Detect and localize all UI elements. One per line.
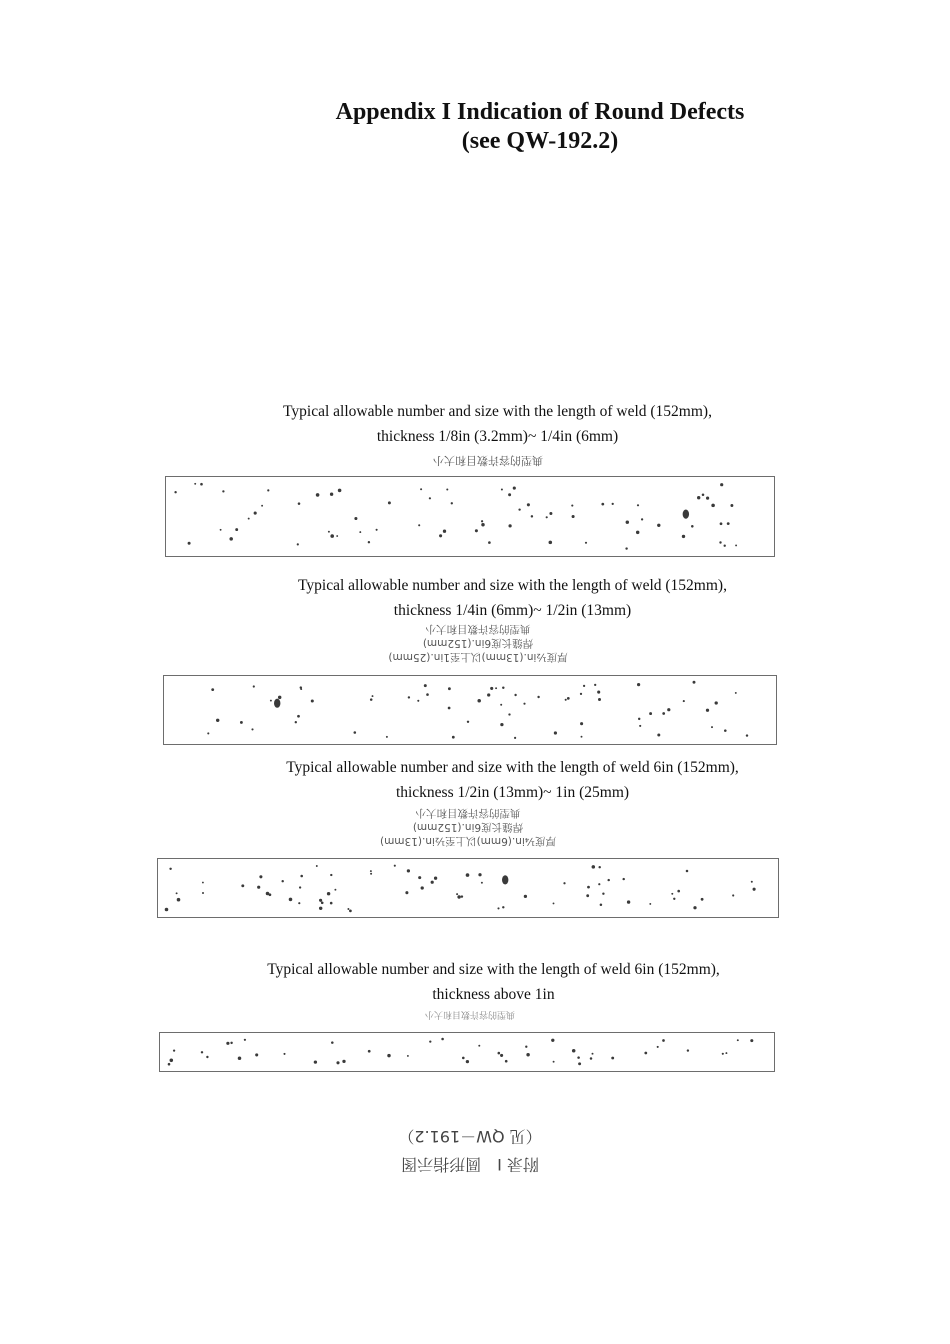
defect-dot [174, 491, 176, 493]
defect-dot [456, 893, 458, 895]
defect-dot [649, 712, 652, 715]
defect-dot [177, 898, 181, 902]
defect-dot [725, 1052, 727, 1054]
defect-dot [481, 520, 483, 522]
defect-dot [583, 685, 585, 687]
defect-dot [601, 503, 604, 506]
defect-dot [235, 528, 238, 531]
panel-1-caption [200, 399, 795, 449]
defect-dot [220, 529, 222, 531]
defect-dot [202, 882, 204, 884]
defect-dot [720, 483, 723, 486]
defect-dot [330, 874, 332, 876]
defect-dot [270, 700, 272, 702]
defect-dot [693, 681, 696, 684]
defect-dot [394, 865, 396, 867]
defect-dot [405, 891, 408, 894]
defect-dot [711, 504, 715, 508]
defect-dot [342, 1060, 345, 1063]
defect-dot [525, 1046, 527, 1048]
large-defect-dot [502, 875, 508, 884]
defect-dot [207, 732, 209, 734]
defect-dot [200, 483, 203, 486]
defect-dot [706, 497, 709, 500]
defect-dot [667, 708, 670, 711]
defect-dot [194, 483, 196, 485]
defect-dot [478, 873, 481, 876]
defect-dot [431, 881, 434, 884]
panel-3-caption-line-1: Typical allowable number and size with the length of weld 6in (152mm), [286, 759, 739, 776]
defect-dot [169, 868, 171, 870]
defect-dot [372, 695, 374, 697]
defect-dot [587, 886, 590, 889]
defect-dot [336, 535, 338, 537]
defect-dot [354, 731, 357, 734]
defect-dot [577, 1056, 580, 1059]
defect-dot [418, 524, 420, 526]
defect-dot [553, 902, 555, 904]
defect-dot [248, 518, 250, 520]
defect-dot [173, 1049, 175, 1051]
defect-dot [295, 721, 297, 723]
defect-dot [417, 700, 419, 702]
panel-4-caption-line-2: thickness above 1in [432, 986, 555, 1003]
defect-dot [592, 1053, 594, 1055]
defect-dot [202, 892, 204, 894]
defect-dot [578, 1062, 581, 1065]
defect-dot [487, 693, 490, 696]
defect-dot [254, 512, 257, 515]
defect-dot [637, 504, 639, 506]
defect-dot [581, 736, 583, 738]
page-title [290, 98, 790, 156]
defect-dots [158, 859, 778, 917]
defect-dot [737, 1039, 739, 1041]
defect-dot [497, 907, 499, 909]
defect-dot [388, 501, 391, 504]
defect-dot [508, 713, 510, 715]
defect-dot [683, 700, 685, 702]
defect-dot [490, 687, 493, 690]
defect-dot [594, 684, 596, 686]
panel-2-mirrored-chinese: 厚度½in.(13mm)以上至1in.(25mm) 焊缝长度6in.(152mm) 典型的容许数目和大小 [388, 623, 568, 663]
defect-dot [222, 490, 224, 492]
defect-dot [466, 873, 470, 877]
panel-1-mirrored-chinese: 典型的容许数目和大小 [433, 454, 543, 467]
defect-dots [160, 1033, 774, 1071]
defect-dot [407, 869, 410, 872]
defect-dot [429, 497, 431, 499]
defect-dot [257, 886, 260, 889]
defect-dots [164, 676, 776, 744]
defect-dot [735, 544, 737, 546]
defect-dot [554, 731, 557, 734]
defect-dot [649, 903, 651, 905]
defect-dot [452, 736, 455, 739]
defect-dot [753, 888, 756, 891]
defect-dot [715, 701, 718, 704]
defect-dot [238, 1056, 242, 1060]
defect-dot [448, 707, 451, 710]
defect-dot [297, 543, 299, 545]
defect-dot [457, 895, 460, 898]
defect-dot [321, 901, 324, 904]
defect-dot [727, 522, 730, 525]
defect-dot [244, 1039, 246, 1041]
defect-dot [421, 886, 424, 889]
defect-dot [478, 1045, 480, 1047]
defect-dot [693, 906, 696, 909]
defect-dot [354, 517, 357, 520]
defect-dot [706, 709, 709, 712]
defect-dot [229, 537, 233, 541]
defect-dot [580, 722, 583, 725]
defect-dot [451, 502, 453, 504]
defect-dot [328, 531, 330, 533]
defect-dot [283, 1053, 285, 1055]
defect-dot [297, 715, 300, 718]
defect-dot [319, 907, 322, 910]
defect-dots [166, 477, 774, 556]
defect-dot [424, 684, 427, 687]
defect-dot [662, 1039, 665, 1042]
defect-dot [687, 1049, 689, 1051]
defect-dot [724, 545, 726, 547]
defect-dot [686, 870, 689, 873]
defect-dot [300, 875, 303, 878]
defect-dot [673, 898, 675, 900]
defect-dot [526, 1053, 529, 1056]
defect-dot [702, 493, 705, 496]
defect-dot [370, 698, 373, 701]
defect-dot [330, 493, 333, 496]
defect-dot [495, 687, 497, 689]
defect-dot [334, 889, 336, 891]
defect-dot [527, 503, 530, 506]
defect-dot [336, 1061, 339, 1064]
defect-dot [513, 487, 516, 490]
defect-dot [408, 696, 410, 698]
defect-dot [657, 734, 660, 737]
panel-3-caption-line-2: thickness 1/2in (13mm)~ 1in (25mm) [395, 784, 630, 801]
defect-dot [289, 898, 293, 902]
defect-dot [278, 696, 281, 699]
defect-dot [368, 541, 370, 543]
defect-dot [170, 1059, 174, 1063]
defect-dot [627, 900, 630, 903]
defect-dot [720, 522, 723, 525]
defect-dot [387, 1054, 390, 1057]
defect-dot [327, 892, 330, 895]
defect-dot [441, 1038, 444, 1041]
defect-dot [330, 902, 333, 905]
defect-dot [188, 542, 191, 545]
defect-dot [477, 699, 481, 703]
defect-dot [701, 898, 704, 901]
defect-dot [586, 894, 589, 897]
defect-dot [711, 726, 713, 728]
defect-dot [461, 895, 463, 897]
defect-dot [370, 873, 372, 875]
defect-dot [201, 1051, 203, 1053]
defect-dot [426, 693, 429, 696]
defect-dot [750, 1039, 753, 1042]
defect-dot [549, 512, 552, 515]
defect-dot [300, 688, 302, 690]
defect-dot [316, 493, 320, 497]
defect-dot [298, 902, 300, 904]
defect-dot [639, 725, 641, 727]
panel-1-weld-strip [165, 476, 775, 557]
defect-dot [316, 865, 318, 867]
defect-dot [571, 505, 573, 507]
defect-dot [226, 1042, 229, 1045]
defect-dot [319, 899, 322, 902]
defect-dot [722, 1053, 724, 1055]
defect-dot [338, 489, 342, 493]
defect-dot [230, 1042, 232, 1044]
defect-dot [626, 520, 629, 523]
defect-dot [216, 719, 219, 722]
defect-dot [572, 515, 575, 518]
defect-dot [691, 525, 694, 528]
panel-3-mirrored-chinese: 厚度¼in.(6mm)以上至½in.(13mm) 焊缝长度6in.(152mm) 典型的容许数目和大小 [380, 807, 557, 847]
panel-3-weld-strip [157, 858, 779, 918]
defect-dot [500, 704, 502, 706]
defect-dot [590, 1057, 593, 1060]
defect-dot [259, 875, 262, 878]
defect-dot [502, 906, 504, 908]
panel-2-caption-line-1: Typical allowable number and size with the length of weld (152mm), [298, 577, 727, 594]
defect-dot [565, 699, 567, 701]
defect-dot [641, 518, 643, 520]
defect-dot [514, 737, 516, 739]
defect-dot [434, 877, 437, 880]
defect-dot [644, 1052, 647, 1055]
defect-dot [724, 729, 727, 732]
defect-dot [563, 882, 565, 884]
defect-dot [537, 696, 539, 698]
defect-dot [467, 721, 469, 723]
defect-dot [637, 683, 640, 686]
defect-dot [500, 723, 503, 726]
defect-dot [420, 488, 422, 490]
defect-dot [572, 1049, 576, 1053]
defect-dot [475, 529, 478, 532]
defect-dot [597, 691, 600, 694]
panel-4-mirrored-chinese: 典型的容许数目和大小 [425, 1009, 516, 1019]
defect-dot [518, 508, 520, 510]
defect-dot [501, 488, 503, 490]
defect-dot [311, 699, 314, 702]
defect-dot [531, 515, 533, 517]
panel-4-weld-strip [159, 1032, 775, 1072]
defect-dot [546, 516, 548, 518]
defect-dot [719, 541, 721, 543]
defect-dot [625, 547, 627, 549]
defect-dot [657, 1046, 659, 1048]
defect-dot [498, 1052, 501, 1055]
defect-dot [607, 879, 609, 881]
defect-dot [508, 493, 511, 496]
panel-1-caption-line-2: thickness 1/8in (3.2mm)~ 1/4in (6mm) [376, 428, 619, 445]
defect-dot [330, 534, 334, 538]
defect-dot [514, 694, 516, 696]
defect-dot [206, 1056, 208, 1058]
defect-dot [429, 1040, 431, 1042]
defect-dot [253, 685, 255, 687]
defect-dot [677, 890, 680, 893]
defect-dot [524, 895, 527, 898]
defect-dot [418, 876, 421, 879]
defect-dot [281, 880, 283, 882]
defect-dot [592, 865, 596, 869]
defect-dot [211, 688, 214, 691]
defect-dot [488, 541, 491, 544]
panel-4-caption-line-1: Typical allowable number and size with the length of weld 6in (152mm), [267, 961, 720, 978]
panel-2-weld-strip [163, 675, 777, 745]
panel-2-caption-line-2: thickness 1/4in (6mm)~ 1/2in (13mm) [393, 602, 632, 619]
defect-dot [370, 870, 372, 872]
defect-dot [611, 1057, 614, 1060]
title-line-2: (see QW-192.2) [461, 128, 619, 154]
defect-dot [261, 505, 263, 507]
defect-dot [671, 893, 673, 895]
defect-dot [662, 712, 665, 715]
defect-dot [349, 910, 352, 913]
defect-dot [598, 883, 600, 885]
defect-dot [567, 697, 570, 700]
defect-dot [299, 886, 301, 888]
defect-dot [448, 687, 451, 690]
defect-dot [551, 1039, 554, 1042]
defect-dot [267, 489, 269, 491]
defect-dot [553, 1061, 555, 1063]
defect-dot [376, 529, 378, 531]
footer-mirrored-chinese: 附录 I 圆形指示图 （见 QW－191.2） [398, 1127, 542, 1174]
defect-dot [251, 728, 253, 730]
defect-dot [359, 531, 361, 533]
defect-dot [523, 703, 525, 705]
defect-dot [240, 721, 243, 724]
defect-dot [165, 908, 169, 912]
defect-dot [439, 534, 442, 537]
defect-dot [266, 892, 270, 896]
defect-dot [580, 693, 582, 695]
defect-dot [585, 542, 587, 544]
defect-dot [407, 1055, 409, 1057]
defect-dot [386, 736, 388, 738]
defect-dot [168, 1063, 171, 1066]
defect-dot [314, 1060, 317, 1063]
defect-dot [732, 894, 734, 896]
defect-dot [638, 718, 640, 720]
defect-dot [347, 908, 349, 910]
defect-dot [481, 882, 483, 884]
defect-dot [612, 503, 614, 505]
defect-dot [505, 1060, 508, 1063]
defect-dot [368, 1050, 371, 1053]
defect-dot [636, 531, 639, 534]
panel-2-caption [215, 573, 810, 623]
defect-dot [481, 523, 484, 526]
title-line-1: Appendix I Indication of Round Defects [335, 99, 745, 125]
panel-3-caption [215, 755, 810, 805]
defect-dot [735, 692, 737, 694]
defect-dot [697, 496, 700, 499]
defect-dot [466, 1060, 469, 1063]
defect-dot [443, 530, 446, 533]
defect-dot [600, 903, 603, 906]
large-defect-dot [274, 699, 280, 708]
defect-dot [598, 698, 601, 701]
panel-1-caption-line-1: Typical allowable number and size with the length of weld (152mm), [283, 403, 712, 420]
large-defect-dot [683, 510, 689, 519]
defect-dot [462, 1057, 465, 1060]
defect-dot [730, 504, 733, 507]
panel-4-caption [196, 957, 791, 1007]
defect-dot [446, 488, 448, 490]
defect-dot [751, 881, 753, 883]
defect-dot [331, 1041, 334, 1044]
defect-dot [682, 535, 685, 538]
defect-dot [176, 892, 178, 894]
defect-dot [508, 524, 511, 527]
defect-dot [502, 687, 504, 689]
defect-dot [602, 893, 604, 895]
defect-dot [255, 1053, 258, 1056]
defect-dot [549, 541, 553, 545]
defect-dot [657, 524, 660, 527]
defect-dot [241, 884, 244, 887]
defect-dot [500, 1054, 503, 1057]
defect-dot [622, 878, 624, 880]
defect-dot [598, 866, 600, 868]
defect-dot [298, 502, 301, 505]
defect-dot [746, 734, 748, 736]
